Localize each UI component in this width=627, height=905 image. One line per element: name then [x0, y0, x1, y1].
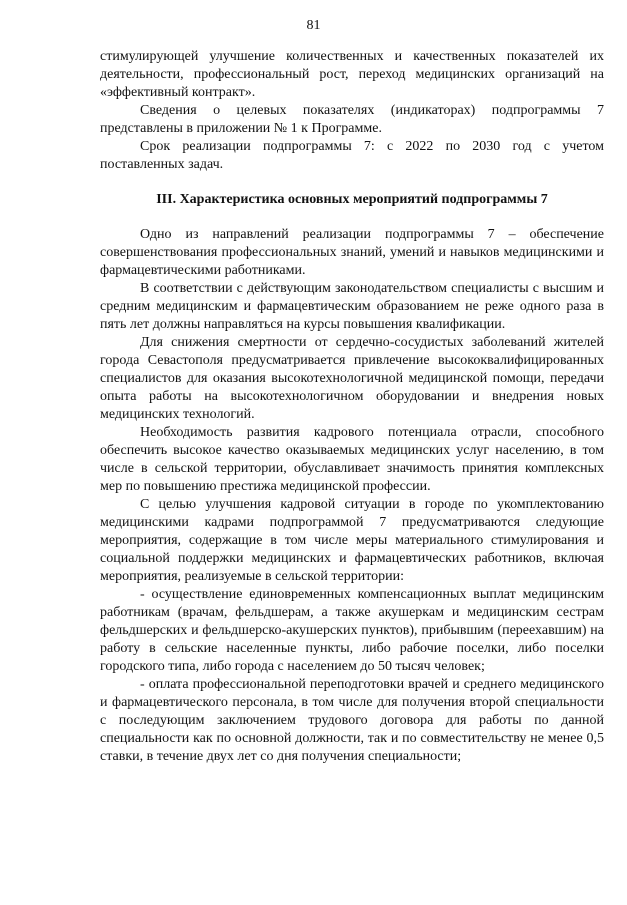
paragraph-implementation-period: Срок реализации подпрограммы 7: с 2022 по 2030 год с учетом поставленных задач.	[100, 139, 604, 172]
paragraph-staff-potential: Необходимость развития кадрового потенциала отрасли, способного обеспечить высокое качество оказываемых медицинских услуг населению, в том числе в сельской территории, обуславливает значимость принятия комплексных мер по повышению престижа медицинской профессии.	[100, 425, 604, 494]
list-item-compensation-payments: - осуществление единовременных компенсационных выплат медицинским работникам (врачам, фельдшерам, а также акушеркам и медицинским сестрам фельдшерских и фельдшерско-акушерских пунктов), прибывшим (переехавшим) на работу в сельские населенные пункты, либо рабочие поселки, либо поселки городского типа, либо города с населением до 50 тысяч человек;	[100, 587, 604, 674]
paragraph-continued: стимулирующей улучшение количественных и качественных показателей их деятельности, профессиональный рост, переход медицинских организаций на «эффективный контракт».	[100, 49, 604, 100]
list-item-retraining-payment: - оплата профессиональной переподготовки врачей и среднего медицинского и фармацевтического персонала, в том числе для получения второй специальности с последующим заключением трудового договора для работы по данной специальности как по основной должности, так и по совместительству не менее 0,5 ставки, в течение двух лет со дня получения специальности;	[100, 677, 604, 764]
paragraph-directions: Одно из направлений реализации подпрограммы 7 – обеспечение совершенствования профессиональных знаний, умений и навыков медицинскими и фармацевтическими работниками.	[100, 227, 604, 278]
paragraph-staffing-measures: С целью улучшения кадровой ситуации в городе по укомплектованию медицинскими кадрами подпрограммой 7 предусматриваются следующие мероприятия, содержащие в том числе меры материального стимулирования и социальной поддержки медицинских и фармацевтических работников, включая мероприятия, реализуемые в сельской территории:	[100, 497, 604, 584]
paragraph-legislation: В соответствии с действующим законодательством специалисты с высшим и средним медицинским и фармацевтическим образованием не реже одного раза в пять лет должны направляться на курсы повышения квалификации.	[100, 281, 604, 332]
page-content	[100, 48, 604, 766]
page-number: 81	[306, 18, 321, 33]
paragraph-target-indicators: Сведения о целевых показателях (индикаторах) подпрограммы 7 представлены в приложении № 1 к Программе.	[100, 103, 604, 136]
paragraph-cardio-mortality: Для снижения смертности от сердечно-сосудистых заболеваний жителей города Севастополя предусматривается привлечение высококвалифицированных специалистов для оказания высокотехнологичной медицинской помощи, передачи опыта работы на высокотехнологичном оборудовании и внедрения новых медицинских технологий.	[100, 335, 604, 422]
section-heading: III. Характеристика основных мероприятий подпрограммы 7	[156, 192, 548, 207]
